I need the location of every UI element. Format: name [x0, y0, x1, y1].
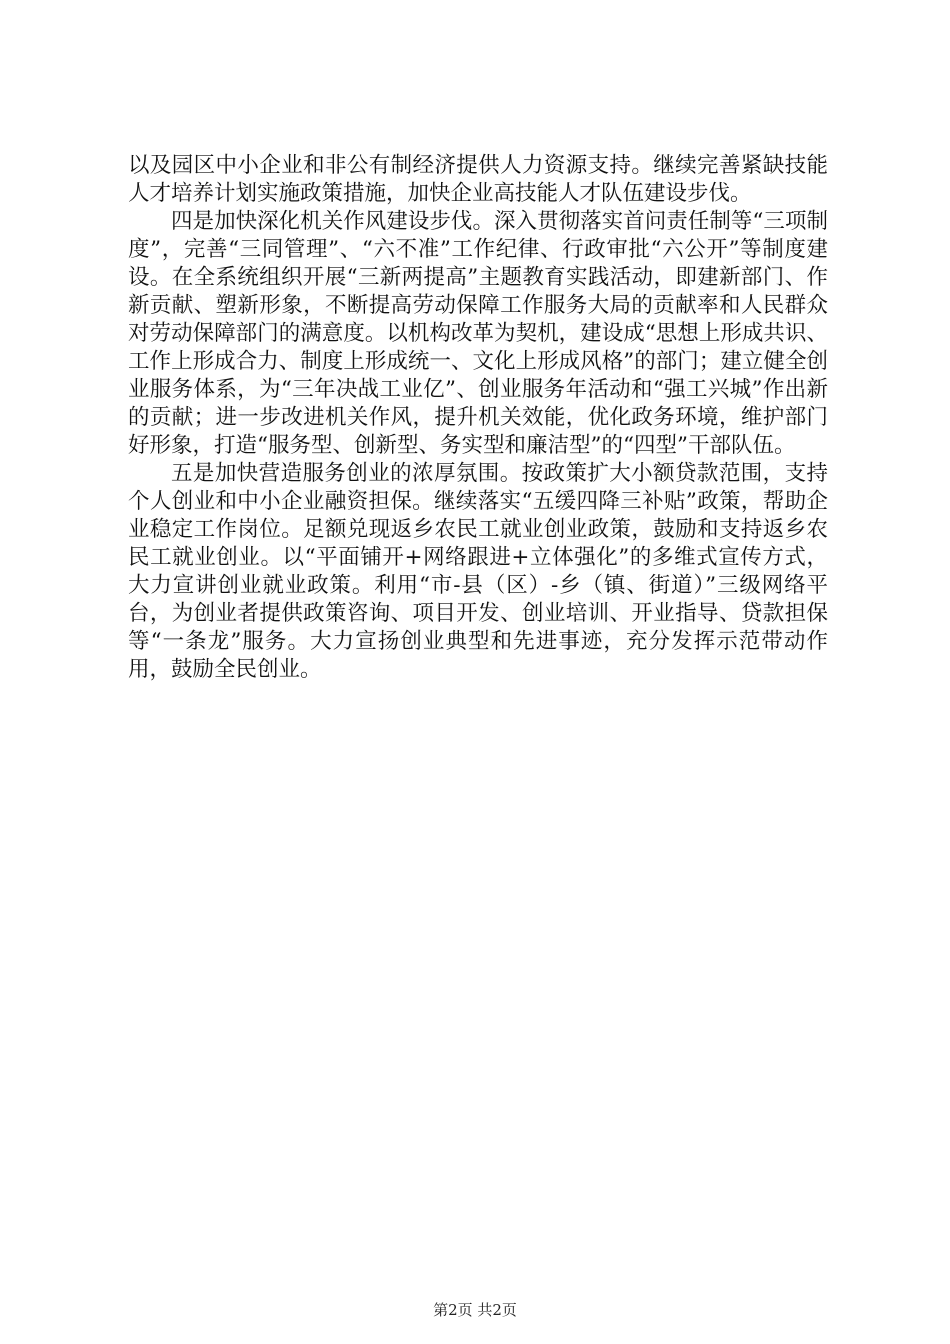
paragraph-four: 四是加快深化机关作风建设步伐。深入贯彻落实首问责任制等“三项制度”，完善“三同管理”、“六不准”工作纪律、行政审批“六公开”等制度建设。在全系统组织开展“三新两提高”主题教育实践活动，即建新部门、作新贡献、塑新形象，不断提高劳动保障工作服务大局的贡献率和人民群众对劳动保障部门的满意度。以机构改革为契机，建设成“思想上形成共识、工作上形成合力、制度上形成统一、文化上形成风格”的部门；建立健全创业服务体系，为“三年决战工业亿”、创业服务年活动和“强工兴城”作出新的贡献；进一步改进机关作风，提升机关效能，优化政务环境，维护部门好形象，打造“服务型、创新型、务实型和廉洁型”的“四型”干部队伍。	[128, 209, 828, 458]
page-number-footer: 第2页 共2页	[433, 1301, 517, 1319]
document-body	[128, 152, 828, 684]
paragraph-continuation: 以及园区中小企业和非公有制经济提供人力资源支持。继续完善紧缺技能人才培养计划实施政策措施，加快企业高技能人才队伍建设步伐。	[128, 153, 828, 206]
paragraph-five: 五是加快营造服务创业的浓厚氛围。按政策扩大小额贷款范围，支持个人创业和中小企业融资担保。继续落实“五缓四降三补贴”政策，帮助企业稳定工作岗位。足额兑现返乡农民工就业创业政策，鼓励和支持返乡农民工就业创业。以“平面铺开+网络跟进+立体强化”的多维式宣传方式，大力宣讲创业就业政策。利用“市-县（区）-乡（镇、街道）”三级网络平台，为创业者提供政策咨询、项目开发、创业培训、开业指导、贷款担保等“一条龙”服务。大力宣扬创业典型和先进事迹，充分发挥示范带动作用，鼓励全民创业。	[128, 461, 828, 682]
